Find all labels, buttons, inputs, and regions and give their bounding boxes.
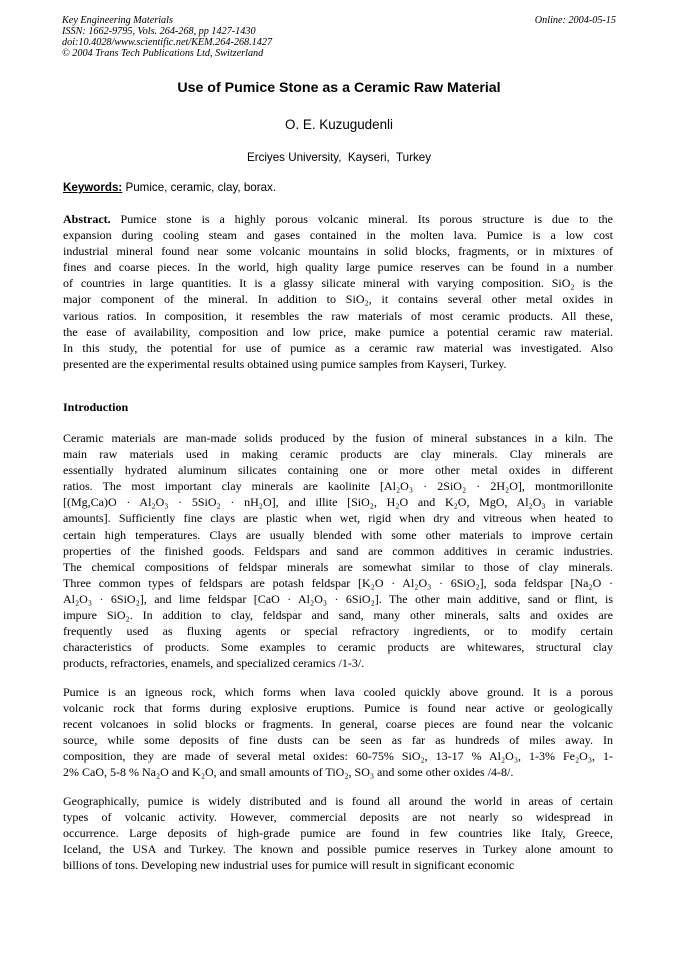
- text-line: [63, 700, 613, 716]
- line-text: properties of the finished goods. Feldspars and sand are common additives in ceramic industries.: [63, 543, 613, 558]
- text-line: [63, 211, 613, 227]
- line-text: main raw materials used in making ceramic products are clay minerals. Clay minerals are: [63, 447, 613, 462]
- line-text: certain high temperatures. Clays are usually blended with some other materials to improve certain: [63, 527, 613, 542]
- text-line: [63, 591, 613, 607]
- keywords-line: [63, 181, 276, 194]
- line-text: essentially hydrated aluminum silicates containing one or more other metal oxides in different: [63, 463, 613, 478]
- text-line: [63, 446, 613, 462]
- author-name: O. E. Kuzugudenli: [285, 117, 393, 132]
- text-line: [63, 764, 613, 780]
- line-text: Geographically, pumice is widely distributed and is found all around the world in areas of certain: [63, 794, 613, 808]
- introduction-paragraph-3: [63, 793, 613, 873]
- line-text: types of volcanic activity. However, commercial deposits are not nearly so widespread in: [63, 810, 613, 825]
- text-line: [63, 243, 613, 259]
- keywords-label: Keywords:: [63, 181, 123, 194]
- line-text: volcanic rock that forms during explosive eruptions. Pumice is found near active or geologically: [63, 701, 613, 716]
- line-text: industrial mineral found near some volcanic mountains in solid blocks, fragments, or in mixtures of: [63, 244, 613, 259]
- introduction-paragraph-2: [63, 684, 613, 781]
- line-text: billions of tons. Developing new industrial uses for pumice will result in significant economic: [63, 858, 515, 873]
- line-text: Pumice is an igneous rock, which forms when lava cooled quickly above ground. It is a porous: [63, 685, 613, 699]
- line-text: Al₂O₃ · 6SiO₂], and lime feldspar [CaO · Al₂O₃ · 6SiO₂]. The other main additive, sand or flint, is: [63, 591, 613, 606]
- line-text: recent volcanoes in solid blocks or fragments. In general, coarse pieces are found near the volcanic: [63, 717, 613, 732]
- line-text: source, while some deposits of fine dusts can be seen as far as hundreds of miles away. In: [63, 733, 613, 748]
- text-line: [63, 227, 613, 243]
- text-line: [63, 543, 613, 559]
- line-text: fines and coarse pieces. In the world, high quality large pumice reserves can be found in a number: [63, 260, 613, 275]
- line-text: Iceland, the USA and Turkey. The known and possible pumice reserves in Turkey alone amount to: [63, 842, 613, 857]
- text-line: [63, 857, 613, 873]
- text-line: [63, 478, 613, 494]
- line-text: major component of the mineral. In addition to SiO₂, it contains several other metal oxides in: [63, 292, 613, 307]
- text-line: [63, 748, 613, 764]
- text-line: [63, 809, 613, 825]
- line-text: various ratios. In composition, it resembles the raw materials of most ceramic products. All these,: [63, 308, 613, 323]
- text-line: [63, 793, 613, 809]
- line-text: of countries in large quantities. It is a glassy silicate mineral with varying composition. SiO₂ is the: [63, 276, 613, 291]
- line-text: 2% CaO, 5-8 % Na₂O and K₂O, and small amounts of TiO₂, SO₃ and some other oxides /4-8/.: [63, 765, 514, 780]
- text-line: [63, 732, 613, 748]
- introduction-paragraph-1: [63, 430, 613, 671]
- line-text: impure SiO₂. In addition to clay, feldspar and sand, many other minerals, salts and oxides are: [63, 608, 613, 623]
- text-line: [63, 324, 613, 340]
- line-text: The chemical compositions of feldspar minerals are somewhat similar to those of clay minerals.: [63, 559, 613, 574]
- journal-name: Key Engineering Materials: [62, 15, 173, 26]
- line-text: occurrence. Large deposits of high-grade pumice are found in few countries like Italy, Greece,: [63, 826, 613, 841]
- abstract-paragraph: [63, 211, 613, 372]
- text-line: [63, 356, 613, 372]
- text-line: [63, 259, 613, 275]
- text-line: [63, 639, 613, 655]
- paper-title: Use of Pumice Stone as a Ceramic Raw Material: [177, 80, 501, 96]
- text-line: [63, 655, 613, 671]
- line-text: composition, they are made of several metal oxides: 60-75% SiO₂, 13-17 % Al₂O₃, 1-3% Fe₂O₃, 1-: [63, 749, 613, 764]
- line-text: the ease of availability, composition and low price, make pumice a potential ceramic raw material.: [63, 324, 613, 339]
- text-line: [63, 291, 613, 307]
- line-text: characteristics of products. Some examples to ceramic products are whitewares, structural clay: [63, 640, 613, 655]
- text-line: [63, 510, 613, 526]
- text-line: [63, 308, 613, 324]
- text-line: [63, 462, 613, 478]
- introduction-heading: Introduction: [63, 400, 129, 414]
- issn-line: ISSN: 1662-9795, Vols. 264-268, pp 1427-1430: [62, 26, 256, 37]
- line-text: Ceramic materials are man-made solids produced by the fusion of mineral substances in a kiln. The: [63, 431, 613, 445]
- text-line: [63, 607, 613, 623]
- line-text: products, refractories, enamels, and specialized ceramics /1-3/.: [63, 656, 365, 671]
- journal-header: [62, 15, 616, 59]
- line-text: Pumice stone is a highly porous volcanic mineral. Its porous structure is due to the: [110, 212, 613, 226]
- affiliation: Erciyes University, Kayseri, Turkey: [246, 151, 432, 164]
- text-line: [63, 559, 613, 575]
- online-date: Online: 2004-05-15: [534, 15, 616, 26]
- line-text: Three common types of feldspars are potash feldspar [K₂O · Al₂O₃ · 6SiO₂], soda feldspar [Na₂O ·: [63, 575, 613, 590]
- text-line: [63, 494, 613, 510]
- text-line: [63, 430, 613, 446]
- text-line: [63, 825, 613, 841]
- text-line: [63, 340, 613, 356]
- abstract-label: Abstract.: [63, 212, 111, 226]
- line-text: presented are the experimental results obtained using pumice samples from Kayseri, Turkey.: [63, 356, 507, 371]
- line-text: [(Mg,Ca)O · Al₂O₃ · 5SiO₂ · nH₂O], and illite [SiO₂, H₂O and K₂O, MgO, Al₂O₃ in variable: [63, 495, 613, 510]
- text-line: [63, 716, 613, 732]
- text-line: [63, 841, 613, 857]
- text-line: [63, 684, 613, 700]
- copyright-line: © 2004 Trans Tech Publications Ltd, Switzerland: [62, 48, 264, 59]
- keywords-text: Pumice, ceramic, clay, borax.: [122, 181, 277, 194]
- doi-line: doi:10.4028/www.scientific.net/KEM.264-268.1427: [62, 37, 273, 48]
- text-line: [63, 575, 613, 591]
- text-line: [63, 527, 613, 543]
- text-line: [63, 275, 613, 291]
- line-text: ratios. The most important clay minerals are kaolinite [Al₂O₃ · 2SiO₂ · 2H₂O], montmorillonite: [63, 479, 613, 494]
- line-text: In this study, the potential for use of pumice as a ceramic raw material was investigated. Also: [63, 340, 613, 355]
- line-text: expansion during cooling steam and gases contained in the molten lava. Pumice is a low cost: [63, 228, 613, 243]
- line-text: amounts]. Sufficiently fine clays are plastic when wet, rigid when dry and vitreous when heated to: [63, 511, 613, 526]
- text-line: [63, 623, 613, 639]
- line-text: frequently used as fluxing agents or special refractory ingredients, or to modify certain: [63, 624, 613, 639]
